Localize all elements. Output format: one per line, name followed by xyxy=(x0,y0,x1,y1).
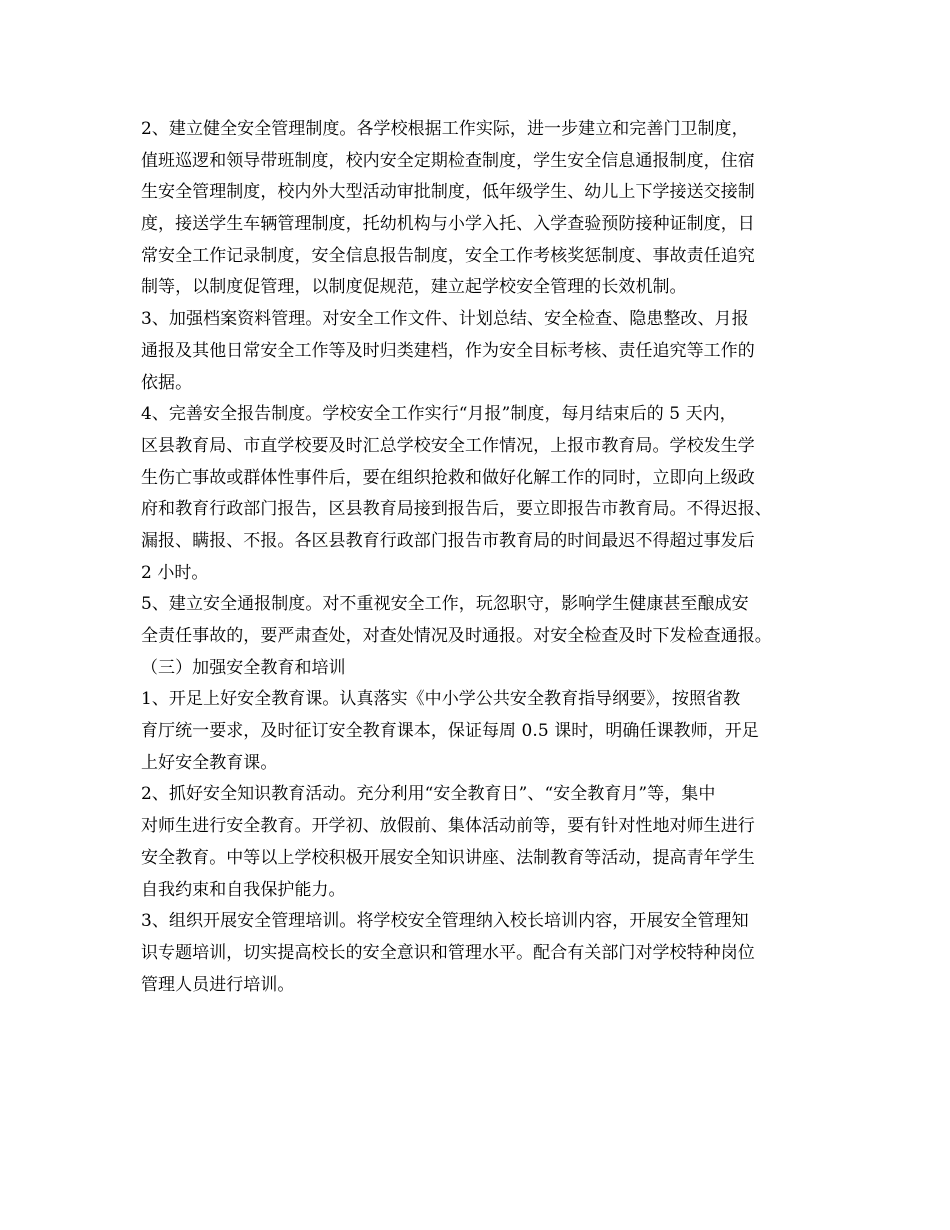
text-line: 度，接送学生车辆管理制度，托幼机构与小学入托、入学查验预防接种证制度，日 xyxy=(141,214,755,235)
text-line: 3、加强档案资料管理。对安全工作文件、计划总结、安全检查、隐患整改、月报 xyxy=(141,309,749,330)
document-body xyxy=(141,114,831,1001)
text-line: 3、组织开展安全管理培训。将学校安全管理纳入校长培训内容，开展安全管理知 xyxy=(141,911,749,932)
section-heading: （三）加强安全教育和培训 xyxy=(141,657,346,678)
text-line: 区县教育局、市直学校要及时汇总学校安全工作情况，上报市教育局。学校发生学 xyxy=(141,435,755,456)
text-line: 4、完善安全报告制度。学校安全工作实行“月报”制度，每月结束后的 5 天内， xyxy=(141,404,737,425)
text-line: 生伤亡事故或群体性事件后，要在组织抢救和做好化解工作的同时，立即向上级政 xyxy=(141,467,755,488)
text-line: 漏报、瞒报、不报。各区县教育行政部门报告市教育局的时间最迟不得超过事发后 xyxy=(141,530,755,551)
text-line: 自我约束和自我保护能力。 xyxy=(141,879,346,900)
text-line: 依据。 xyxy=(141,372,193,393)
text-line: 上好安全教育课。 xyxy=(141,752,278,773)
text-line: 2、建立健全安全管理制度。各学校根据工作实际，进一步建立和完善门卫制度， xyxy=(141,119,749,139)
text-line: 制等，以制度促管理，以制度促规范，建立起学校安全管理的长效机制。 xyxy=(141,277,687,298)
text-line: 1、开足上好安全教育课。认真落实《中小学公共安全教育指导纲要》，按照省教 xyxy=(141,689,741,710)
text-line: 对师生进行安全教育。开学初、放假前、集体活动前等，要有针对性地对师生进行 xyxy=(141,816,755,837)
text-line: 5、建立安全通报制度。对不重视安全工作，玩忽职守，影响学生健康甚至酿成安 xyxy=(141,594,749,615)
text-line: 安全教育。中等以上学校积极开展安全知识讲座、法制教育等活动，提高青年学生 xyxy=(141,847,755,868)
text-line: 全责任事故的，要严肃查处，对查处情况及时通报。对安全检查及时下发检查通报。 xyxy=(141,626,772,646)
text-line: 育厅统一要求，及时征订安全教育课本，保证每周 0.5 课时，明确任课教师，开足 xyxy=(141,721,759,742)
text-line: 生安全管理制度，校内外大型活动审批制度，低年级学生、幼儿上下学接送交接制 xyxy=(141,182,755,203)
text-line: 常安全工作记录制度，安全信息报告制度，安全工作考核奖惩制度、事故责任追究 xyxy=(141,245,755,266)
text-line: 2 小时。 xyxy=(141,562,209,583)
text-line: 府和教育行政部门报告，区县教育局接到报告后，要立即报告市教育局。不得迟报、 xyxy=(141,499,772,520)
text-line: 2、抓好安全知识教育活动。充分利用“安全教育日”、“安全教育月”等，集中 xyxy=(141,784,716,805)
text-line: 识专题培训，切实提高校长的安全意识和管理水平。配合有关部门对学校特种岗位 xyxy=(141,942,755,963)
text-line: 值班巡逻和领导带班制度，校内安全定期检查制度，学生安全信息通报制度，住宿 xyxy=(141,150,755,171)
text-line: 通报及其他日常安全工作等及时归类建档，作为安全目标考核、责任追究等工作的 xyxy=(141,340,755,361)
text-line: 管理人员进行培训。 xyxy=(141,974,295,995)
